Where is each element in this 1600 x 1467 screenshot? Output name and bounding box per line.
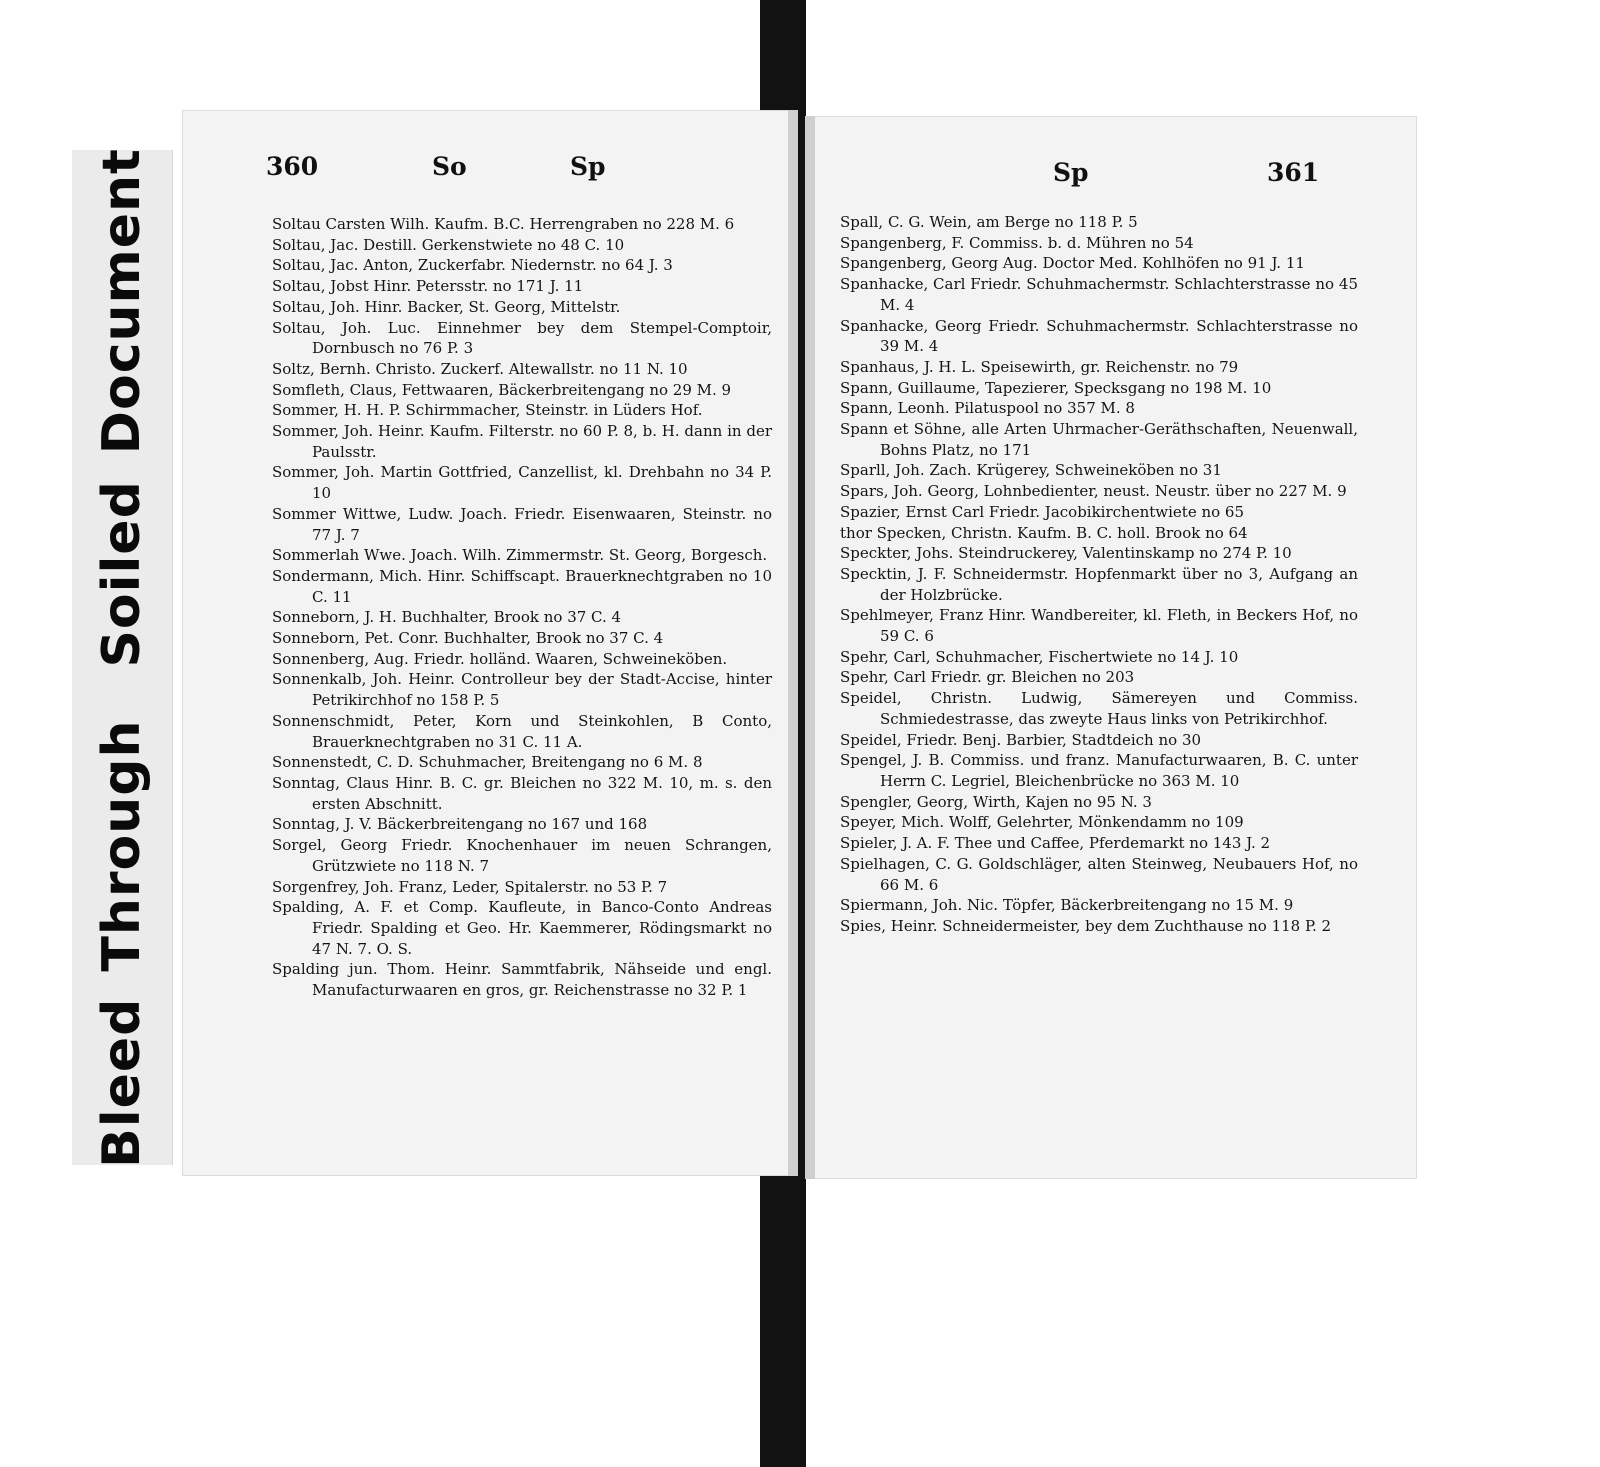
directory-entry: Soltau, Jac. Destill. Gerkenstwiete no 48 C. 10 (272, 235, 625, 254)
directory-entry: Spalding, A. F. et Comp. Kaufleute, in Banco-Conto Andreas Friedr. Spalding et Geo. Hr. Kaemmerer, Rödingsmarkt no 47 N. 7. O. S. (272, 898, 772, 958)
label-word-through: Through (92, 719, 152, 972)
directory-entry: Spalding jun. Thom. Heinr. Sammtfabrik, Nähseide und engl. Manufacturwaaren en gros, gr. Reichenstrasse no 32 P. 1 (272, 960, 772, 1000)
directory-entry: Sparll, Joh. Zach. Krügerey, Schweineköben no 31 (840, 461, 1222, 480)
directory-entry: Sommer, Joh. Heinr. Kaufm. Filterstr. no 60 P. 8, b. H. dann in der Paulsstr. (272, 422, 772, 461)
left-entry-list (272, 214, 772, 1001)
directory-entry: Spangenberg, F. Commiss. b. d. Mühren no 54 (840, 233, 1194, 252)
directory-entry: Spies, Heinr. Schneidermeister, bey dem Zuchthause no 118 P. 2 (840, 916, 1332, 935)
directory-entry: Soltau, Joh. Luc. Einnehmer bey dem Stempel-Comptoir, Dornbusch no 76 P. 3 (272, 318, 772, 358)
directory-entry: Spann et Söhne, alle Arten Uhrmacher-Geräthschaften, Neuenwall, Bohns Platz, no 171 (840, 420, 1358, 459)
directory-entry: Spars, Joh. Georg, Lohnbedienter, neust. Neustr. über no 227 M. 9 (840, 482, 1347, 501)
directory-entry: Somfleth, Claus, Fettwaaren, Bäckerbreitengang no 29 M. 9 (272, 380, 732, 399)
directory-entry: Spanhacke, Carl Friedr. Schuhmachermstr. Schlachterstrasse no 45 M. 4 (840, 275, 1358, 314)
left-page-number: 360 (266, 152, 319, 181)
directory-entry: Spann, Guillaume, Tapezierer, Specksgang no 198 M. 10 (840, 378, 1272, 397)
right-page (805, 116, 1417, 1179)
left-page (182, 110, 798, 1176)
directory-entry: Spehlmeyer, Franz Hinr. Wandbereiter, kl. Fleth, in Beckers Hof, no 59 C. 6 (840, 606, 1358, 646)
left-page-spine-shade (788, 110, 798, 1176)
directory-entry: Spall, C. G. Wein, am Berge no 118 P. 5 (840, 213, 1138, 231)
directory-entry: Sonneborn, J. H. Buchhalter, Brook no 37 C. 4 (272, 608, 622, 627)
directory-entry: Spazier, Ernst Carl Friedr. Jacobikirchentwiete no 65 (840, 502, 1245, 521)
directory-entry: Sonnenkalb, Joh. Heinr. Controlleur bey der Stadt-Accise, hinter Petrikirchhof no 158 P. 5 (272, 670, 772, 710)
directory-entry: Sonntag, Claus Hinr. B. C. gr. Bleichen no 322 M. 10, m. s. den ersten Abschnitt. (272, 773, 772, 813)
right-guide-word: Sp (1053, 158, 1089, 187)
directory-entry: Sondermann, Mich. Hinr. Schiffscapt. Brauerknechtgraben no 10 C. 11 (272, 566, 772, 606)
directory-entry: Sommerlah Wwe. Joach. Wilh. Zimmermstr. St. Georg, Borgesch. (272, 546, 768, 565)
directory-entry: Soltau, Jobst Hinr. Petersstr. no 171 J. 11 (272, 277, 584, 296)
directory-entry: Sorgenfrey, Joh. Franz, Leder, Spitalerstr. no 53 P. 7 (272, 877, 668, 896)
label-word-bleed: Bleed (92, 997, 152, 1168)
directory-entry: Speidel, Christn. Ludwig, Sämereyen und Commiss. Schmiedestrasse, das zweyte Haus links von Petrikirchhof. (840, 689, 1358, 728)
right-page-number: 361 (1267, 158, 1320, 187)
condition-side-label (72, 147, 173, 1168)
directory-entry: Spiermann, Joh. Nic. Töpfer, Bäckerbreitengang no 15 M. 9 (840, 896, 1294, 915)
directory-entry: Spielhagen, C. G. Goldschläger, alten Steinweg, Neubauers Hof, no 66 M. 6 (840, 854, 1358, 894)
directory-entry: Spanhaus, J. H. L. Speisewirth, gr. Reichenstr. no 79 (840, 357, 1239, 376)
directory-entry: Spengel, J. B. Commiss. und franz. Manufacturwaaren, B. C. unter Herrn C. Legriel, Bleichenbrücke no 363 M. 10 (840, 751, 1358, 790)
directory-entry: Spanhacke, Georg Friedr. Schuhmachermstr. Schlachterstrasse no 39 M. 4 (840, 316, 1358, 356)
directory-entry: Sorgel, Georg Friedr. Knochenhauer im neuen Schrangen, Grützwiete no 118 N. 7 (272, 836, 772, 875)
directory-entry: Soltau, Joh. Hinr. Backer, St. Georg, Mittelstr. (272, 297, 621, 316)
directory-entry: Spehr, Carl, Schuhmacher, Fischertwiete no 14 J. 10 (840, 647, 1239, 666)
directory-entry: Sommer, H. H. P. Schirmmacher, Steinstr. in Lüders Hof. (272, 401, 703, 420)
directory-entry: Sonnenschmidt, Peter, Korn und Steinkohlen, B Conto, Brauerknechtgraben no 31 C. 11 A. (272, 711, 772, 751)
label-word-soiled: Soiled (92, 479, 152, 668)
left-guide-word-2: Sp (570, 152, 606, 181)
directory-entry: Spann, Leonh. Pilatuspool no 357 M. 8 (840, 399, 1135, 418)
condition-label-text (92, 148, 152, 1168)
left-guide-word-1: So (432, 152, 467, 181)
directory-entry: Speyer, Mich. Wolff, Gelehrter, Mönkendamm no 109 (840, 813, 1244, 832)
directory-entry: Sonneborn, Pet. Conr. Buchhalter, Brook no 37 C. 4 (272, 629, 664, 648)
directory-entry: Speidel, Friedr. Benj. Barbier, Stadtdeich no 30 (840, 730, 1202, 749)
directory-entry: Sonnenstedt, C. D. Schuhmacher, Breitengang no 6 M. 8 (272, 753, 703, 772)
directory-entry: Spengler, Georg, Wirth, Kajen no 95 N. 3 (840, 792, 1152, 811)
directory-entry: Spangenberg, Georg Aug. Doctor Med. Kohlhöfen no 91 J. 11 (840, 254, 1305, 273)
directory-entry: Sommer, Joh. Martin Gottfried, Canzellist, kl. Drehbahn no 34 P. 10 (272, 463, 772, 503)
directory-entry: thor Specken, Christn. Kaufm. B. C. holl. Brook no 64 (840, 523, 1248, 542)
directory-entry: Soltz, Bernh. Christo. Zuckerf. Altewallstr. no 11 N. 10 (272, 359, 688, 378)
directory-entry: Soltau, Jac. Anton, Zuckerfabr. Niedernstr. no 64 J. 3 (272, 256, 673, 275)
directory-entry: Sonnenberg, Aug. Friedr. holländ. Waaren, Schweineköben. (272, 649, 728, 668)
directory-entry: Spehr, Carl Friedr. gr. Bleichen no 203 (840, 668, 1135, 687)
directory-entry: Speckter, Johs. Steindruckerey, Valentinskamp no 274 P. 10 (840, 544, 1292, 563)
directory-entry: Spieler, J. A. F. Thee und Caffee, Pferdemarkt no 143 J. 2 (840, 834, 1271, 853)
right-entry-list (840, 212, 1358, 937)
directory-entry: Soltau Carsten Wilh. Kaufm. B.C. Herrengraben no 228 M. 6 (272, 215, 735, 233)
directory-entry: Sommer Wittwe, Ludw. Joach. Friedr. Eisenwaaren, Steinstr. no 77 J. 7 (272, 504, 772, 544)
directory-entry: Specktin, J. F. Schneidermstr. Hopfenmarkt über no 3, Aufgang an der Holzbrücke. (840, 564, 1358, 604)
label-word-document: Document (92, 147, 152, 454)
right-page-spine-shade (805, 116, 815, 1179)
directory-entry: Sonntag, J. V. Bäckerbreitengang no 167 und 168 (272, 815, 648, 834)
